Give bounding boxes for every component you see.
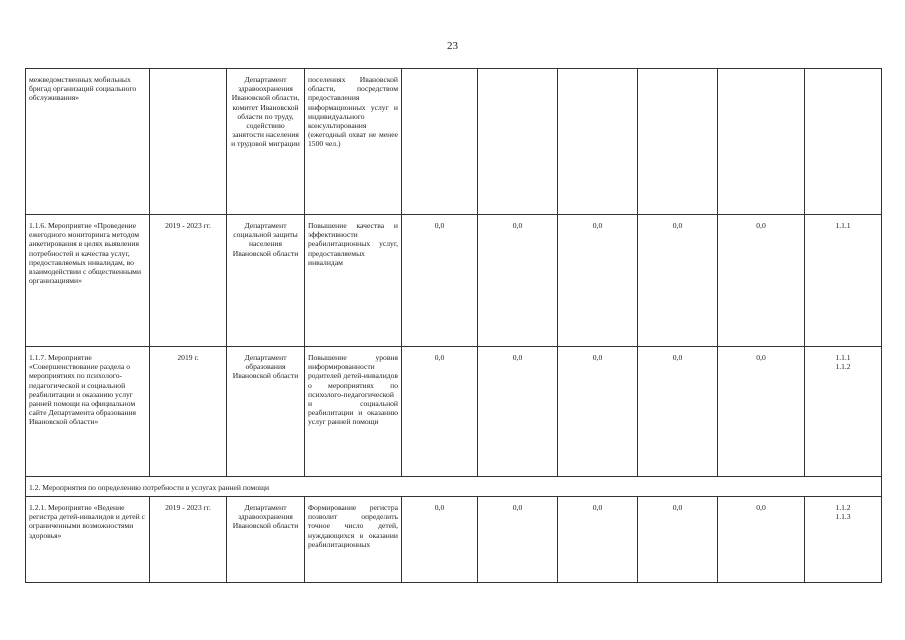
executor-cell: Департамент здравоохранения Ивановской области, комитет Ивановской области по труду, содействию занятости населения и трудовой миграции [227,69,305,215]
subsection-heading: 1.2. Мероприятия по определению потребности в услугах ранней помощи [26,477,882,497]
executor-cell: Департамент социальной защиты населения Ивановской области [227,215,305,347]
funding-cell: 0,0 [478,497,558,583]
executor-cell: Департамент образования Ивановской области [227,347,305,477]
funding-cell: 0,0 [402,215,478,347]
funding-cell: 0,0 [718,497,805,583]
table-row [26,497,882,583]
activity-name-cell: 1.1.6. Мероприятие «Проведение ежегодного мониторинга методом анкетирования в целях выявления потребностей и качества услуг, предоставляемых инвалидам, во взаимодействии с общественными организациями» [26,215,150,347]
program-activities-table [25,68,882,583]
term-cell: 2019 - 2023 гг. [150,497,227,583]
expected-result-cell: поселениях Ивановской области, посредством предоставления информационных услуг и индивидуального консультирования (ежегодный охват не менее 1500 чел.) [305,69,402,215]
activity-name-cell: 1.1.7. Мероприятие «Совершенствование раздела о мероприятиях по психолого-педагогической и социальной реабилитации и оказанию услуг ранней помощи на официальном сайте Департамента образования Ивановской области» [26,347,150,477]
table-row [26,69,882,215]
funding-cell: 0,0 [478,347,558,477]
funding-cell: 0,0 [638,215,718,347]
funding-cell: 0,0 [718,347,805,477]
funding-cell [718,69,805,215]
indicator-code-cell: 1.1.2 1.1.3 [805,497,882,583]
page-number: 23 [447,40,458,52]
expected-result-cell: Формирование регистра позволит определить точное число детей, нуждающихся в оказании реабилитационных [305,497,402,583]
expected-result-cell: Повышение уровня информированности родителей детей-инвалидов о мероприятиях по психолого-педагогической и социальной реабилитации и оказанию услуг ранней помощи [305,347,402,477]
subsection-row [26,477,882,497]
table-row [26,347,882,477]
term-cell [150,69,227,215]
funding-cell: 0,0 [402,347,478,477]
activity-name-cell: межведомственных мобильных бригад организаций социального обслуживания» [26,69,150,215]
funding-cell: 0,0 [638,497,718,583]
funding-cell: 0,0 [402,497,478,583]
table-row [26,215,882,347]
funding-cell [638,69,718,215]
funding-cell: 0,0 [478,215,558,347]
indicator-code-cell: 1.1.1 [805,215,882,347]
activity-name-cell: 1.2.1. Мероприятие «Ведение регистра детей-инвалидов и детей с ограниченными возможностями здоровья» [26,497,150,583]
indicator-code-cell: 1.1.1 1.1.2 [805,347,882,477]
funding-cell: 0,0 [558,497,638,583]
executor-cell: Департамент здравоохранения Ивановской области [227,497,305,583]
funding-cell: 0,0 [638,347,718,477]
funding-cell: 0,0 [558,347,638,477]
expected-result-cell: Повышение качества и эффективности реабилитационных услуг, предоставляемых инвалидам [305,215,402,347]
funding-cell [478,69,558,215]
term-cell: 2019 г. [150,347,227,477]
funding-cell [402,69,478,215]
funding-cell: 0,0 [718,215,805,347]
funding-cell: 0,0 [558,215,638,347]
indicator-code-cell [805,69,882,215]
funding-cell [558,69,638,215]
term-cell: 2019 - 2023 гг. [150,215,227,347]
